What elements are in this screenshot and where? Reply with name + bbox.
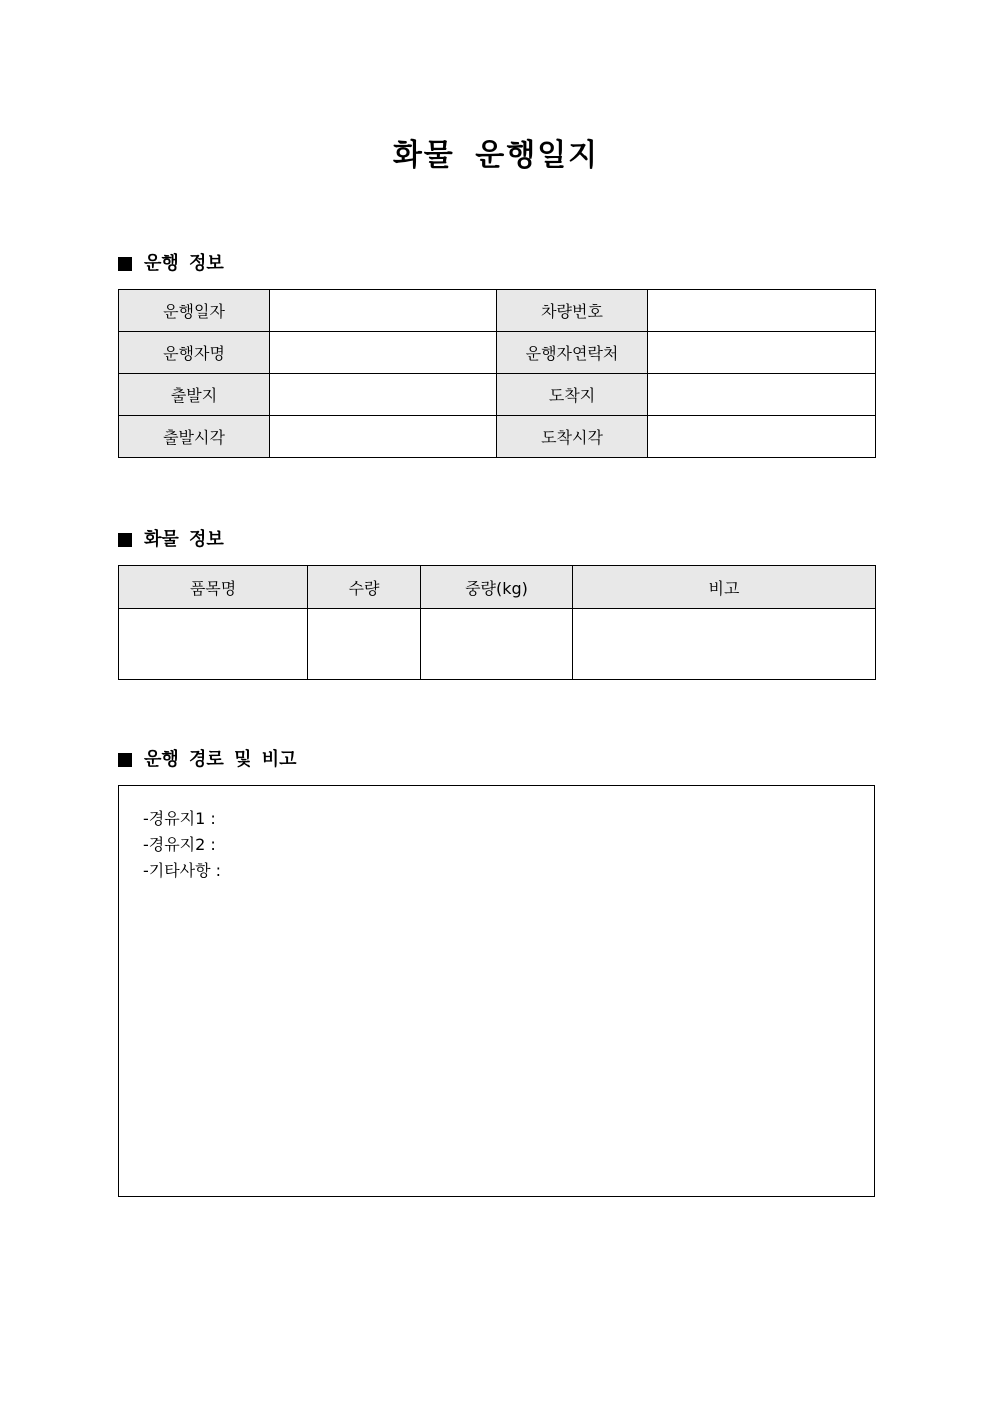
waypoint-2-line: -경유지2 : <box>143 835 216 854</box>
waypoint-1-line: -경유지1 : <box>143 809 216 828</box>
section-heading-route <box>118 747 297 773</box>
driver-contact-field[interactable] <box>648 332 876 374</box>
section-heading-text: 운행 정보 <box>144 253 224 274</box>
weight-field[interactable] <box>421 609 573 680</box>
table-row <box>119 416 876 458</box>
operation-date-label: 운행일자 <box>119 290 270 332</box>
arrival-time-field[interactable] <box>648 416 876 458</box>
arrival-place-field[interactable] <box>648 374 876 416</box>
departure-time-field[interactable] <box>270 416 497 458</box>
vehicle-number-label: 차량번호 <box>497 290 648 332</box>
item-name-field[interactable] <box>119 609 308 680</box>
other-notes-line: -기타사항 : <box>143 861 222 880</box>
quantity-field[interactable] <box>308 609 421 680</box>
operation-info-table <box>118 289 876 458</box>
section-heading-operation <box>118 251 224 277</box>
table-row <box>119 374 876 416</box>
section-heading-text: 화물 정보 <box>144 529 224 550</box>
cargo-info-table <box>118 565 876 680</box>
departure-time-label: 출발시각 <box>119 416 270 458</box>
square-bullet-icon <box>118 257 132 271</box>
operation-date-field[interactable] <box>270 290 497 332</box>
route-notes-box[interactable] <box>118 785 875 1197</box>
vehicle-number-field[interactable] <box>648 290 876 332</box>
column-header-weight: 중량(kg) <box>421 566 573 609</box>
driver-name-field[interactable] <box>270 332 497 374</box>
table-row <box>119 609 876 680</box>
section-heading-text: 운행 경로 및 비고 <box>144 749 297 770</box>
square-bullet-icon <box>118 533 132 547</box>
section-heading-cargo <box>118 527 224 553</box>
table-header-row <box>119 566 876 609</box>
arrival-place-label: 도착지 <box>497 374 648 416</box>
square-bullet-icon <box>118 753 132 767</box>
page-title: 화물 운행일지 <box>392 138 600 173</box>
column-header-quantity: 수량 <box>308 566 421 609</box>
table-row <box>119 332 876 374</box>
column-header-remarks: 비고 <box>573 566 876 609</box>
departure-place-label: 출발지 <box>119 374 270 416</box>
table-row <box>119 290 876 332</box>
driver-name-label: 운행자명 <box>119 332 270 374</box>
route-notes-lines <box>143 806 221 884</box>
driver-contact-label: 운행자연락처 <box>497 332 648 374</box>
remarks-field[interactable] <box>573 609 876 680</box>
departure-place-field[interactable] <box>270 374 497 416</box>
arrival-time-label: 도착시각 <box>497 416 648 458</box>
column-header-item-name: 품목명 <box>119 566 308 609</box>
